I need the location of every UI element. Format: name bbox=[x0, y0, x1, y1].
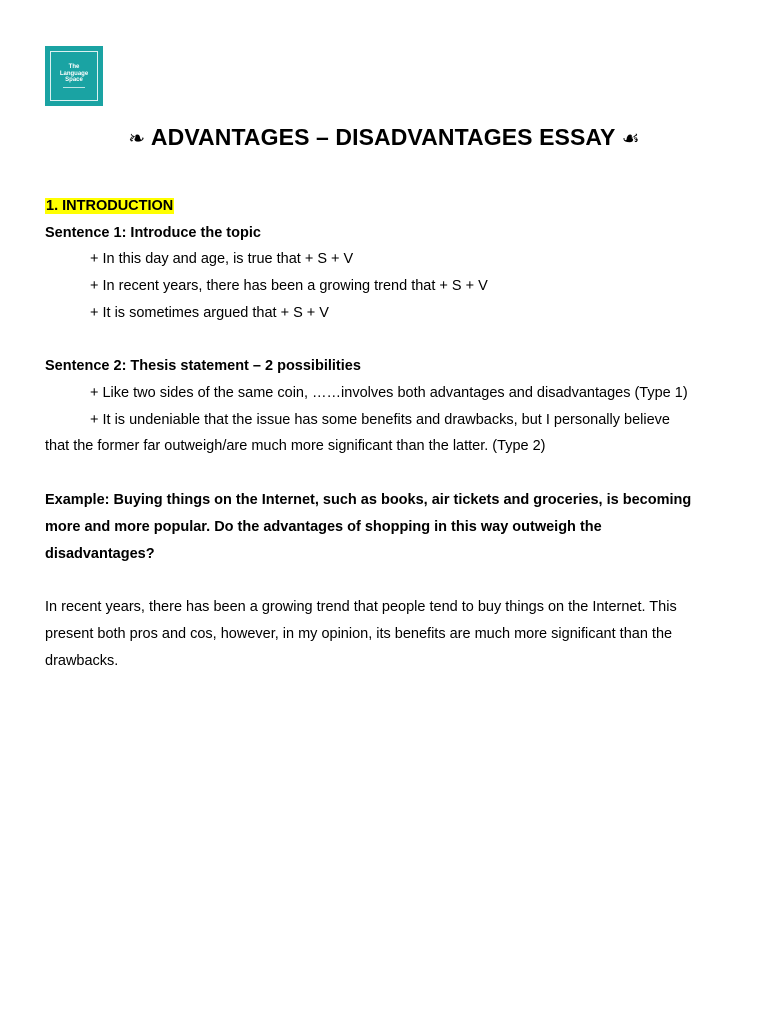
highlighted-heading: 1. INTRODUCTION bbox=[46, 198, 174, 214]
sentence2-item-continuation: that the former far outweigh/are much more significant than the latter. (Type 2) bbox=[45, 438, 546, 454]
logo-text-line: Language bbox=[59, 70, 89, 77]
sentence2-item: + It is undeniable that the issue has some benefits and drawbacks, but I personally believe bbox=[90, 412, 670, 428]
sentence1-item: + It is sometimes argued that + S + V bbox=[90, 305, 329, 321]
example-prompt-line: more and more popular. Do the advantages of shopping in this way outweigh the bbox=[45, 519, 602, 535]
title-text: ADVANTAGES – DISADVANTAGES ESSAY bbox=[150, 124, 616, 150]
sample-answer-line: drawbacks. bbox=[45, 653, 119, 669]
sample-answer-line: In recent years, there has been a growing trend that people tend to buy things on the Internet. This bbox=[45, 599, 677, 615]
language-space-logo bbox=[45, 46, 103, 106]
logo-frame bbox=[50, 51, 98, 101]
sentence2-heading: Sentence 2: Thesis statement – 2 possibilities bbox=[45, 358, 361, 374]
sentence1-heading: Sentence 1: Introduce the topic bbox=[45, 225, 261, 241]
left-ornament-icon: ❧ bbox=[128, 126, 146, 150]
sentence2-item: + Like two sides of the same coin, ……involves both advantages and disadvantages (Type 1) bbox=[90, 385, 688, 401]
sample-answer-line: present both pros and cos, however, in my opinion, its benefits are much more significant than the bbox=[45, 626, 673, 642]
sentence1-item: + In recent years, there has been a growing trend that + S + V bbox=[90, 278, 488, 294]
logo-divider bbox=[63, 87, 85, 88]
logo-text-line: The bbox=[68, 64, 80, 71]
right-ornament-icon: ☙ bbox=[621, 126, 640, 150]
example-prompt-line: disadvantages? bbox=[45, 546, 155, 562]
example-prompt-line: Example: Buying things on the Internet, such as books, air tickets and groceries, is becoming bbox=[45, 492, 692, 508]
sentence1-item: + In this day and age, is true that + S + V bbox=[90, 251, 354, 267]
document-title bbox=[0, 124, 768, 151]
logo-text-line: Space bbox=[65, 77, 83, 84]
section-heading bbox=[45, 197, 174, 215]
